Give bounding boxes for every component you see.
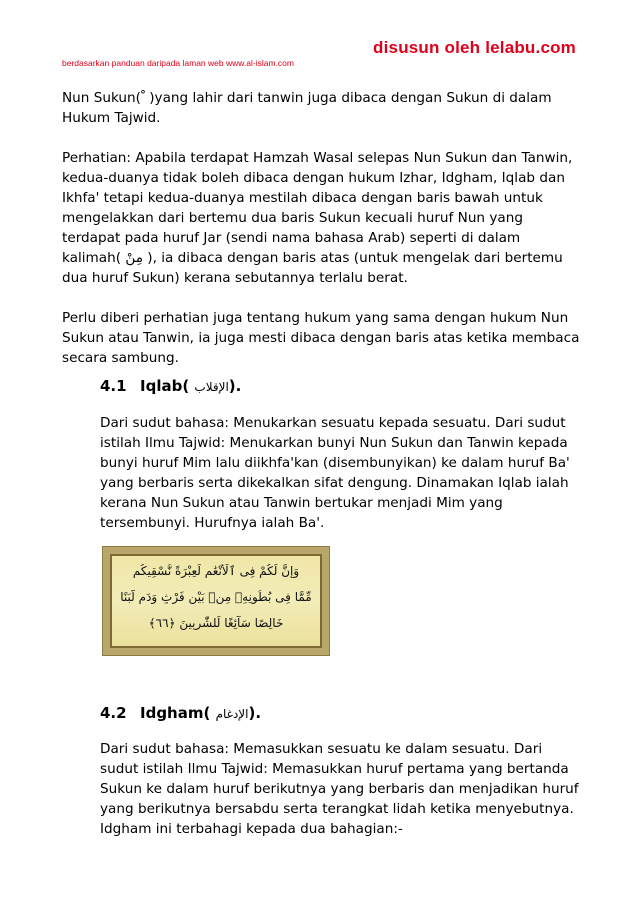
quran-verse-line-2: مِّمَّا فِى بُطُونِهِۦ مِنۢ بَيْنِ فَرْثٍ وَدَمٍ لَّبَنًا bbox=[120, 590, 312, 604]
site-credit: disusun oleh lelabu.com bbox=[373, 38, 576, 57]
section-title-close: ). bbox=[228, 377, 242, 395]
paragraph-nun-sukun: Nun Sukun( ْ )yang lahir dari tanwin juga dibaca dengan Sukun di dalam Hukum Tajwid. bbox=[62, 90, 552, 126]
paragraph-idgham-definition: Dari sudut bahasa: Memasukkan sesuatu ke dalam sesuatu. Dari sudut istilah Ilmu Tajwid: Memasukkan huruf pertama yang bertanda Sukun ke dalam huruf berikutnya yang berbaris dan menjadikan huruf yang berikutnya bersabdu serta terangkat lidah ketika menyebutnya. Idgham ini terbahagi kepada dua bahagian:- bbox=[100, 741, 579, 837]
source-note: berdasarkan panduan daripada laman web www.al-islam.com bbox=[62, 58, 294, 68]
paragraph-perhatian: Perhatian: Apabila terdapat Hamzah Wasal selepas Nun Sukun dan Tanwin, kedua-duanya tidak boleh dibaca dengan hukum Izhar, Idgham, Iqlab dan Ikhfa' tetapi kedua-duanya mestilah dibaca dengan baris bawah untuk mengelakkan dari bertemu dua baris Sukun kecuali huruf Nun yang terdapat pada huruf Jar (sendi nama bahasa Arab) seperti di dalam kalimah( مِنْ ), ia dibaca dengan baris atas (untuk mengelak dari bertemu dua huruf Sukun) kerana sebutannya terlalu berat. bbox=[62, 150, 573, 286]
paragraph-perlu-diberi: Perlu diberi perhatian juga tentang hukum yang sama dengan hukum Nun Sukun atau Tanwin, ia juga mesti dibaca dengan baris atas ketika membaca secara sambung. bbox=[62, 310, 580, 366]
quran-verse-image bbox=[102, 546, 330, 656]
paragraph-iqlab-definition: Dari sudut bahasa: Menukarkan sesuatu kepada sesuatu. Dari sudut istilah Ilmu Tajwid: Menukarkan bunyi Nun Sukun dan Tanwin kepada bunyi huruf Mim lalu diikhfa'kan (disembunyikan) ke dalam huruf Ba' yang berbaris serta dikekalkan sifat dengung. Dinamakan Iqlab ialah kerana Nun Sukun atau Tanwin bertukar menjadi Mim yang tersembunyi. Hurufnya ialah Ba'. bbox=[100, 415, 570, 531]
heading-idgham bbox=[100, 704, 261, 722]
section-title: Idgham( bbox=[140, 704, 211, 722]
quran-verse-line-3: خَالِصًا سَآئِغًا لِّلشَّٰرِبِينَ ﴿٦٦﴾ bbox=[148, 616, 284, 630]
quran-verse-line-1: وَإِنَّ لَكُمْ فِى ٱلْأَنْعَٰمِ لَعِبْرَةً نُّسْقِيكُم bbox=[132, 564, 300, 578]
section-title: Iqlab( bbox=[140, 377, 190, 395]
heading-iqlab bbox=[100, 377, 241, 395]
section-title-close: ). bbox=[248, 704, 262, 722]
section-number: 4.1 bbox=[100, 377, 127, 395]
arabic-term: الإدغام bbox=[215, 707, 249, 721]
section-number: 4.2 bbox=[100, 704, 127, 722]
quran-verse-page bbox=[110, 554, 322, 648]
arabic-term: الإقلاب bbox=[194, 380, 229, 394]
